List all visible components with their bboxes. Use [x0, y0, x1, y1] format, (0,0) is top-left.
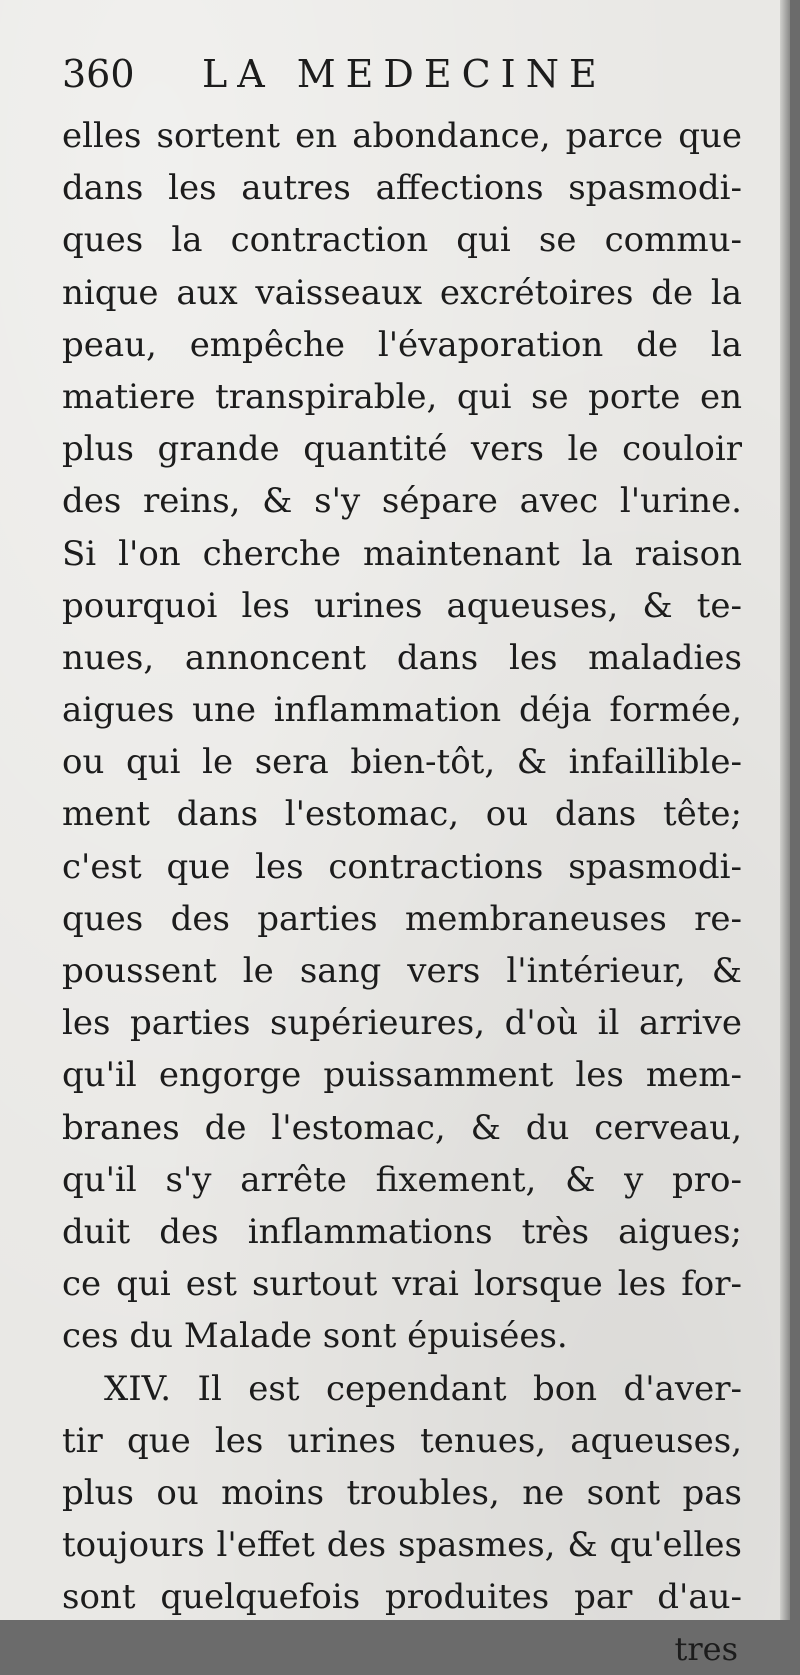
- text-line: ques des parties membraneuses re-: [62, 898, 742, 939]
- text-line: toujours l'effet des spasmes, & qu'elles: [62, 1525, 742, 1566]
- text-line: elles sortent en abondance, parce que: [62, 116, 742, 156]
- text-line: les parties supérieures, d'où il arrive: [62, 1003, 742, 1044]
- text-line: ment dans l'estomac, ou dans tête;: [62, 794, 742, 835]
- text-line: aigues une inflammation déja formée,: [62, 690, 742, 731]
- text-line: sont quelquefois produites par d'au-: [62, 1577, 742, 1618]
- text-line: plus grande quantité vers le couloir: [62, 429, 742, 470]
- text-line: nique aux vaisseaux excrétoires de la: [62, 272, 742, 313]
- text-line: matiere transpirable, qui se porte en: [62, 376, 742, 417]
- page-number: 360: [62, 52, 135, 96]
- text-line: Si l'on cherche maintenant la raison: [62, 533, 742, 574]
- text-line: nues, annoncent dans les maladies: [62, 637, 742, 678]
- page-edge: [780, 0, 790, 1620]
- section-start-line: XIV. Il est cependant bon d'aver-: [104, 1368, 742, 1409]
- text-line: dans les autres affections spasmodi-: [62, 168, 742, 209]
- text-line: c'est que les contractions spasmodi-: [62, 846, 742, 887]
- text-line: tir que les urines tenues, aqueuses,: [62, 1420, 742, 1461]
- catchword: tres: [674, 1630, 738, 1669]
- text-line: qu'il engorge puissamment les mem-: [62, 1055, 742, 1096]
- text-line: plus ou moins troubles, ne sont pas: [62, 1472, 742, 1513]
- text-line: des reins, & s'y sépare avec l'urine.: [62, 481, 742, 522]
- text-line: peau, empêche l'évaporation de la: [62, 324, 742, 365]
- text-line: ou qui le sera bien-tôt, & infaillible-: [62, 742, 742, 783]
- text-line: ques la contraction qui se commu-: [62, 220, 742, 261]
- text-line: ce qui est surtout vrai lorsque les for-: [62, 1264, 742, 1305]
- text-line: branes de l'estomac, & du cerveau,: [62, 1107, 742, 1148]
- text-block: [62, 52, 742, 1675]
- text-line: pourquoi les urines aqueuses, & te-: [62, 585, 742, 626]
- running-title: LA MEDECINE: [202, 52, 607, 96]
- text-line: ces du Malade sont épuisées.: [62, 1316, 568, 1357]
- text-line: duit des inflammations très aigues;: [62, 1211, 742, 1252]
- text-line: poussent le sang vers l'intérieur, &: [62, 951, 742, 991]
- page-header: [62, 52, 742, 110]
- text-line: qu'il s'y arrête fixement, & y pro-: [62, 1159, 742, 1200]
